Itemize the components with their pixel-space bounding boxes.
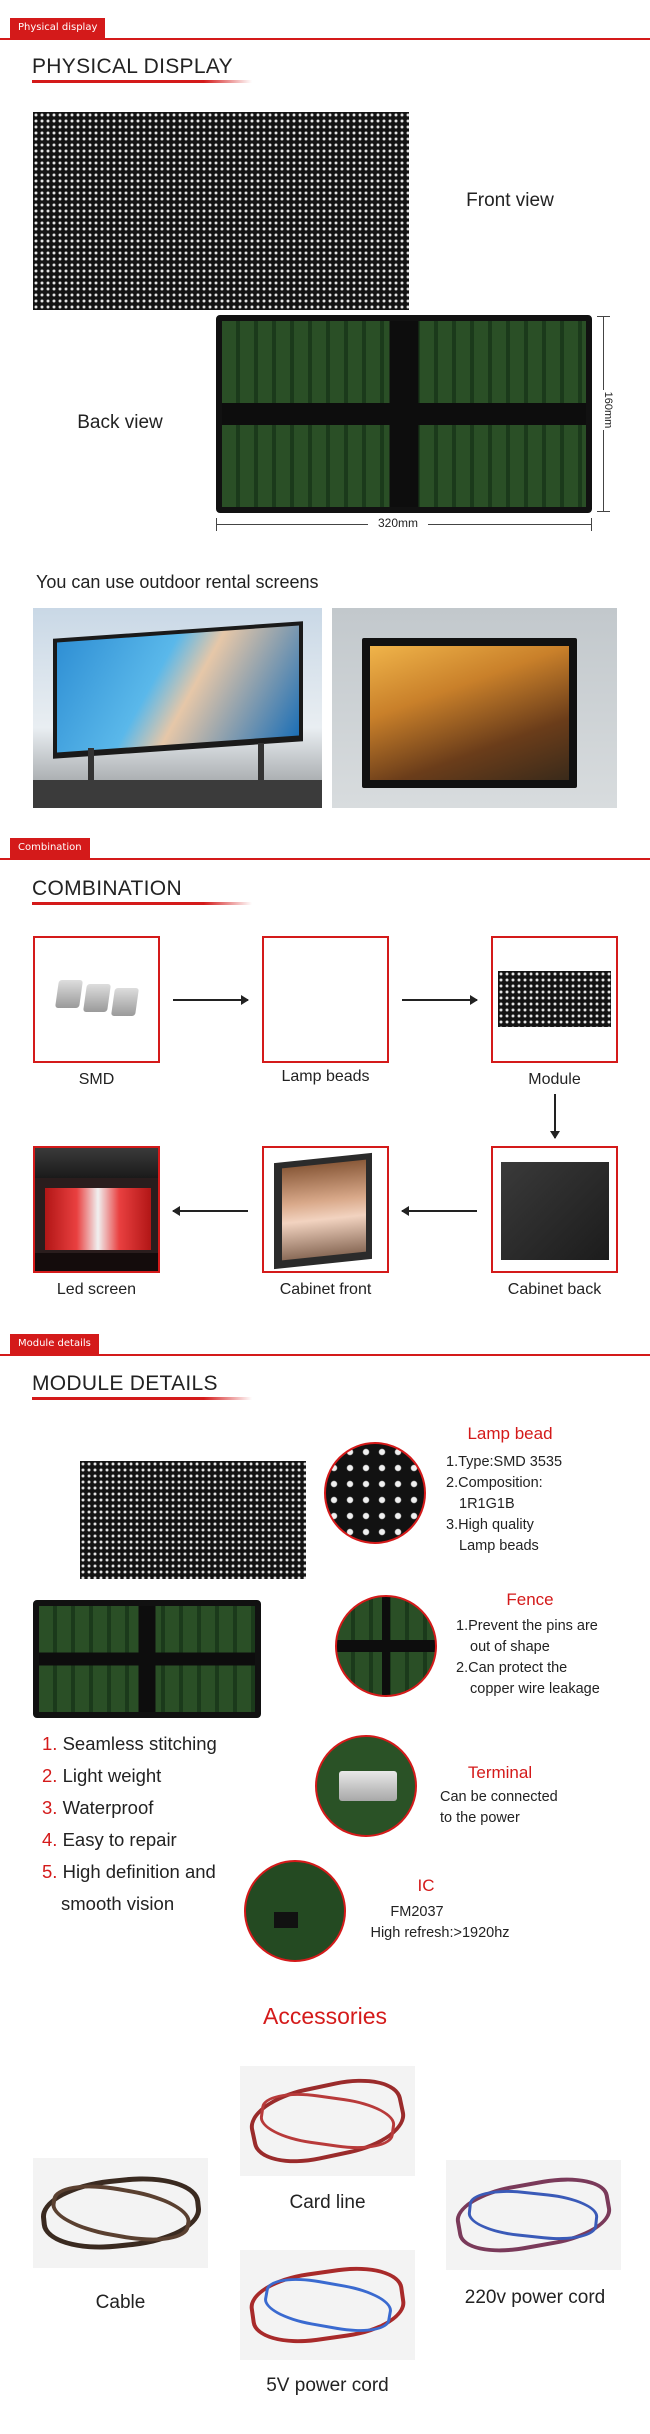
module-front-view-image — [33, 112, 409, 310]
spec-line: 1.Prevent the pins are — [456, 1618, 598, 1634]
module-image — [491, 936, 618, 1063]
rental-screens-caption: You can use outdoor rental screens — [36, 572, 319, 592]
spec-line: Lamp beads — [459, 1538, 539, 1554]
spec-line: 2.Can protect the — [456, 1660, 568, 1676]
cabinet-front-label: Cabinet front — [279, 1281, 372, 1298]
height-dimension-label: 160mm — [602, 391, 614, 429]
stage-led-wall — [45, 1188, 151, 1250]
smd-chip — [111, 988, 139, 1016]
smd-image — [33, 936, 160, 1063]
lamp-beads-label: Lamp beads — [281, 1068, 370, 1085]
dimension-tick — [216, 518, 217, 531]
card-line-label: Card line — [289, 2192, 366, 2213]
feature-item: 3. Waterproof — [42, 1797, 154, 1818]
heading-underline — [32, 1397, 252, 1400]
ic-title: IC — [417, 1876, 435, 1895]
billboard-screen — [57, 626, 299, 753]
cabinet-front-screen — [282, 1160, 366, 1261]
fence-closeup — [335, 1595, 437, 1697]
feature-list — [42, 1728, 272, 1920]
dimension-tick — [597, 316, 610, 317]
flow-arrow-right — [402, 999, 477, 1001]
terminal-specs — [440, 1787, 610, 1829]
section-tab-module-details: Module details — [10, 1334, 99, 1354]
stage-ceiling — [35, 1148, 158, 1178]
module-back-detail-image — [33, 1600, 261, 1718]
section-divider — [0, 38, 650, 40]
cable-label: Cable — [95, 2292, 146, 2313]
spec-line: out of shape — [470, 1639, 550, 1655]
feature-item: 4. Easy to repair — [42, 1829, 177, 1850]
led-screen-label: Led screen — [56, 1281, 137, 1298]
width-dimension-label: 320mm — [368, 516, 428, 530]
feature-item: 1. Seamless stitching — [42, 1733, 217, 1754]
ic-specs — [340, 1902, 540, 1944]
flow-arrow-left — [402, 1210, 477, 1212]
terminal-title: Terminal — [467, 1763, 533, 1782]
flow-arrow-left — [173, 1210, 248, 1212]
module-back-view-image — [216, 315, 592, 513]
street-ground — [33, 780, 322, 808]
outdoor-screen-photo-1 — [33, 608, 322, 808]
spec-line: copper wire leakage — [470, 1681, 600, 1697]
spec-line: 1.Type:SMD 3535 — [446, 1454, 563, 1470]
front-view-label: Front view — [466, 190, 554, 211]
spec-line: Can be connected — [440, 1789, 558, 1805]
power-cord-5v-image — [240, 2250, 415, 2360]
card-line-image — [240, 2066, 415, 2176]
dimension-tick — [597, 511, 610, 512]
section-divider — [0, 858, 650, 860]
spec-line: 1R1G1B — [459, 1496, 515, 1512]
flow-arrow-down — [554, 1094, 556, 1138]
wall-screen-image — [370, 646, 569, 780]
module-panel — [498, 971, 611, 1027]
fence-title: Fence — [506, 1590, 554, 1609]
cabinet-back-label: Cabinet back — [507, 1281, 602, 1298]
power-cord-5v-label: 5V power cord — [266, 2375, 389, 2396]
led-screen-image — [33, 1146, 160, 1273]
cabinet-back-panel — [501, 1162, 609, 1260]
spec-line: 2.Composition: — [446, 1475, 543, 1491]
lamp-bead-closeup — [324, 1442, 426, 1544]
module-label: Module — [528, 1071, 581, 1088]
section-tab-combination: Combination — [10, 838, 90, 858]
back-view-label: Back view — [77, 412, 163, 433]
spec-line: 3.High quality — [446, 1517, 534, 1533]
lamp-bead-title: Lamp bead — [467, 1424, 553, 1443]
ic-closeup — [244, 1860, 346, 1962]
cable-image — [33, 2158, 208, 2268]
spec-line: to the power — [440, 1810, 520, 1826]
heading-underline — [32, 902, 252, 905]
outdoor-screen-photo-2 — [332, 608, 617, 808]
cabinet-front-image — [262, 1146, 389, 1273]
ic-chip — [274, 1912, 298, 1928]
spec-line: High refresh:>1920hz — [370, 1925, 510, 1941]
fence-specs — [456, 1616, 636, 1700]
smd-label: SMD — [78, 1071, 115, 1088]
flow-arrow-right — [173, 999, 248, 1001]
smd-chip — [55, 980, 83, 1008]
lamp-bead-specs — [446, 1452, 616, 1557]
terminal-block — [339, 1771, 397, 1801]
section-heading-combination: COMBINATION — [32, 877, 182, 900]
power-cord-220v-label: 220v power cord — [464, 2287, 606, 2308]
section-tab-physical-display: Physical display — [10, 18, 105, 38]
smd-chip — [83, 984, 111, 1012]
feature-item: 5. High definition and — [42, 1861, 216, 1882]
lamp-beads-image — [262, 936, 389, 1063]
section-heading-physical-display: PHYSICAL DISPLAY — [32, 55, 233, 78]
spec-line: FM2037 — [390, 1904, 444, 1920]
heading-underline — [32, 80, 252, 83]
accessories-heading: Accessories — [263, 2003, 387, 2029]
terminal-closeup — [315, 1735, 417, 1837]
feature-item: smooth vision — [61, 1893, 175, 1914]
section-divider — [0, 1354, 650, 1356]
module-front-detail-image — [80, 1461, 306, 1579]
stage-floor — [35, 1253, 158, 1271]
cabinet-back-image — [491, 1146, 618, 1273]
dimension-tick — [591, 518, 592, 531]
section-heading-module-details: MODULE DETAILS — [32, 1372, 218, 1395]
feature-item: 2. Light weight — [42, 1765, 162, 1786]
power-cord-220v-image — [446, 2160, 621, 2270]
